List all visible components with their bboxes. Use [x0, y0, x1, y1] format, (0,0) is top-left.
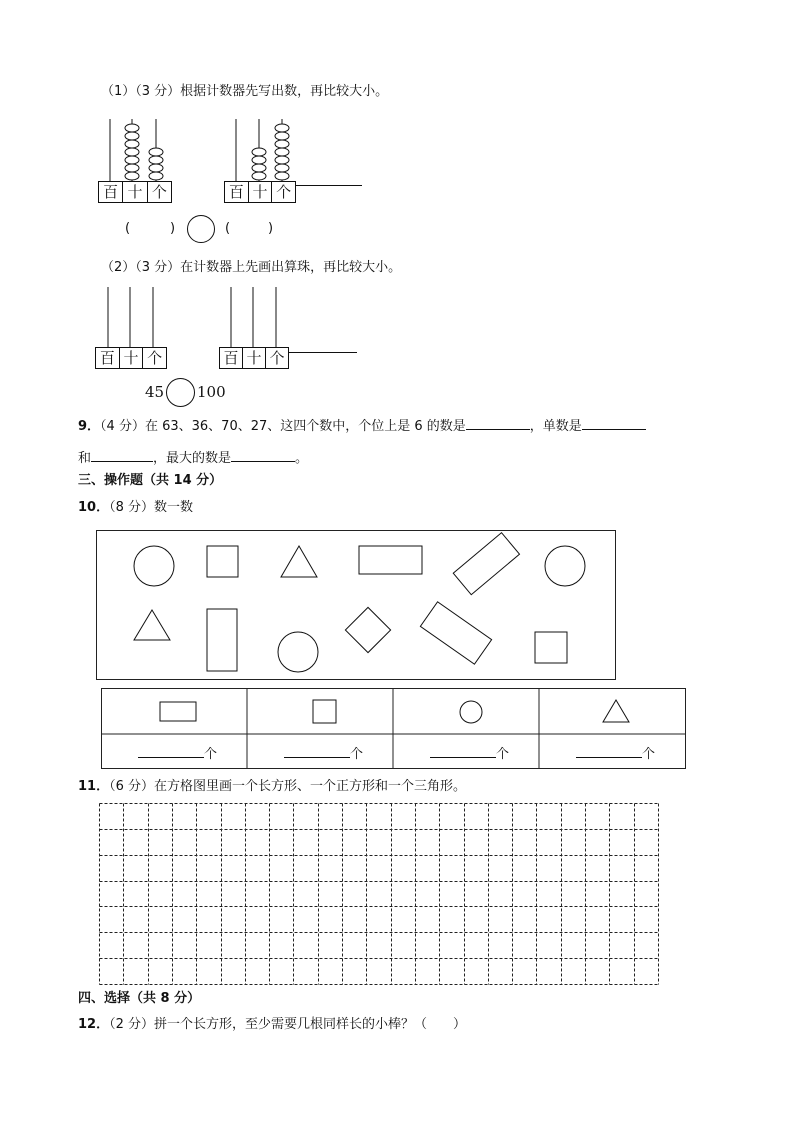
paren-close-right: ) [268, 221, 274, 236]
compare-circle[interactable] [187, 215, 215, 243]
abacus-label-tens: 十 [249, 182, 273, 202]
answer-line[interactable] [289, 352, 357, 353]
paren-open-left: ( [125, 221, 131, 236]
question-12-label: 12．（2 分）拼一个长方形，至少需要几根同样长的小棒？（ ） [78, 1017, 466, 1032]
question-2-label: （2）（3 分）在计数器上先画出算珠，再比较大小。 [101, 260, 402, 275]
answer-blank[interactable] [91, 448, 153, 462]
question-11-label: 11．（6 分）在方格图里画一个长方形、一个正方形和一个三角形。 [78, 779, 466, 794]
answer-blank[interactable] [231, 448, 295, 462]
circle-icon [460, 701, 482, 723]
drawing-grid[interactable] [99, 803, 659, 985]
square-shape [535, 632, 567, 663]
abacus-label-hundreds: 百 [225, 182, 249, 202]
rectangle-icon [160, 702, 196, 721]
triangle-shape [134, 610, 170, 640]
abacus-2-base [224, 181, 296, 203]
circle-shape [278, 632, 318, 672]
question-1-label: （1）（3 分）根据计数器先写出数，再比较大小。 [101, 84, 389, 99]
square-shape [345, 607, 390, 652]
compare-left-number: 45 [145, 383, 165, 401]
abacus-label-tens: 十 [120, 348, 144, 368]
abacus-label-tens: 十 [243, 348, 266, 368]
triangle-shape [281, 546, 317, 577]
question-10-label: 10．（8 分）数一数 [78, 500, 193, 515]
square-icon [313, 700, 336, 723]
count-cell-circle[interactable]: 个 [430, 744, 509, 763]
abacus-3-base [95, 347, 167, 369]
question-number: 12． [78, 1017, 110, 1032]
circle-shape [134, 546, 174, 586]
triangle-icon [603, 700, 629, 722]
rectangle-shape [359, 546, 422, 574]
abacus-3 [95, 285, 175, 355]
shapes-figure [96, 530, 616, 680]
question-9-line2: 和 ，最大的数是 。 [78, 448, 308, 467]
paren-open-right: ( [225, 221, 231, 236]
question-number: 11． [78, 779, 110, 794]
paren-close-left: ) [170, 221, 176, 236]
abacus-4 [219, 285, 299, 355]
abacus-label-ones: 个 [269, 349, 285, 367]
count-cell-square[interactable]: 个 [284, 744, 363, 763]
count-cell-triangle[interactable]: 个 [576, 744, 655, 763]
count-cell-rectangle[interactable]: 个 [138, 744, 217, 763]
abacus-label-hundreds: 百 [96, 348, 120, 368]
abacus-label-ones: 个 [151, 183, 167, 201]
rectangle-shape [420, 602, 491, 664]
abacus-label-hundreds: 百 [99, 182, 123, 202]
question-9-line1: 9．（4 分）在 63、36、70、27、这四个数中，个位上是 6 的数是 ，单数是 [78, 416, 646, 435]
rectangle-shape [207, 609, 237, 671]
square-shape [207, 546, 238, 577]
answer-line[interactable] [296, 185, 362, 186]
compare-circle[interactable] [166, 378, 195, 407]
abacus-label-ones: 个 [147, 349, 163, 367]
question-number: 9． [78, 419, 101, 434]
abacus-label-ones: 个 [276, 183, 292, 201]
section-3-title: 三、操作题（共 14 分） [78, 473, 223, 488]
abacus-label-hundreds: 百 [220, 348, 243, 368]
compare-right-number: 100 [197, 383, 226, 401]
answer-blank[interactable] [466, 416, 530, 430]
abacus-label-tens: 十 [123, 182, 147, 202]
rectangle-shape [453, 533, 519, 595]
answer-blank[interactable] [582, 416, 646, 430]
abacus-4-base [219, 347, 289, 369]
section-4-title: 四、选择（共 8 分） [78, 991, 201, 1006]
circle-shape [545, 546, 585, 586]
abacus-1-base [98, 181, 172, 203]
question-number: 10． [78, 500, 110, 515]
